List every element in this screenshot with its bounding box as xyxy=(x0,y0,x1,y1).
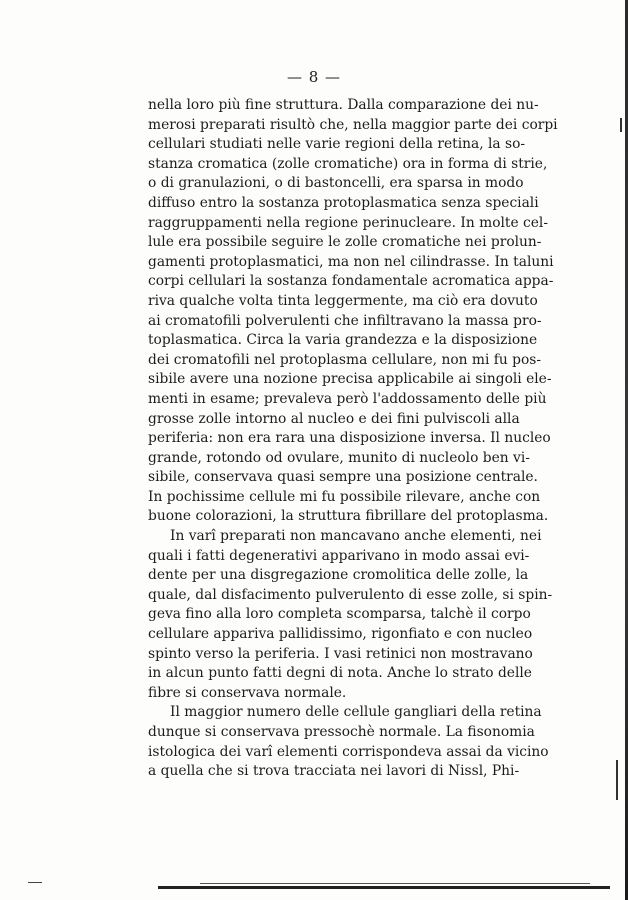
text-line: dei cromatofili nel protoplasma cellulare, non mi fu pos- xyxy=(148,351,542,368)
text-line: dente per una disgregazione cromolitica delle zolle, la xyxy=(148,567,529,584)
text-line: fibre si conservava normale. xyxy=(148,684,347,701)
text-line: riva qualche volta tinta leggermente, ma ciò era dovuto xyxy=(148,292,538,309)
scan-corner-mark xyxy=(28,882,42,883)
text-line: stanza cromatica (zolle cromatiche) ora in forma di strie, xyxy=(148,155,548,172)
text-line: Il maggior numero delle cellule gangliari della retina xyxy=(170,704,542,721)
text-line: spinto verso la periferia. I vasi retinici non mostravano xyxy=(148,645,533,662)
text-line: in alcun punto fatti degni di nota. Anche lo strato delle xyxy=(148,665,532,682)
text-line: sibile, conservava quasi sempre una posizione centrale. xyxy=(148,469,538,486)
text-line: diffuso entro la sostanza protoplasmatica senza speciali xyxy=(148,194,539,211)
text-line: sibile avere una nozione precisa applicabile ai singoli ele- xyxy=(148,371,552,388)
text-line: dunque si conservava pressochè normale. La fisonomia xyxy=(148,724,535,740)
text-line: merosi preparati risultò che, nella maggior parte dei corpi xyxy=(148,116,558,133)
text-line: nella loro più fine struttura. Dalla comparazione dei nu- xyxy=(148,97,539,113)
page-number: — 8 — xyxy=(286,68,342,86)
text-line: In pochissime cellule mi fu possibile rilevare, anche con xyxy=(148,488,541,505)
text-line: corpi cellulari la sostanza fondamentale acromatica appa- xyxy=(148,273,554,290)
scan-edge-mark xyxy=(620,118,622,132)
text-line: lule era possibile seguire le zolle cromatiche nei prolun- xyxy=(148,234,542,251)
text-line: grosse zolle intorno al nucleo e dei fini pulviscoli alla xyxy=(148,410,520,427)
text-line: raggruppamenti nella regione perinucleare. In molte cel- xyxy=(148,214,548,231)
text-line: ai cromatofili polverulenti che infiltravano la massa pro- xyxy=(148,312,542,329)
text-line: quali i fatti degenerativi apparivano in modo assai evi- xyxy=(148,547,530,564)
text-line: periferia: non era rara una disposizione inversa. Il nucleo xyxy=(148,430,551,447)
text-line: In varî preparati non mancavano anche elementi, nei xyxy=(170,528,542,545)
scan-bottom-line xyxy=(200,883,590,884)
text-line: cellulari studiati nelle varie regioni della retina, la so- xyxy=(148,136,526,153)
text-line: grande, rotondo od ovulare, munito di nucleolo ben vi- xyxy=(148,449,530,466)
text-line: cellulare appariva pallidissimo, rigonfiato e con nucleo xyxy=(148,626,533,643)
text-line: istologica dei varî elementi corrispondeva assai da vicino xyxy=(148,743,549,760)
text-line: menti in esame; prevaleva però l'addossamento delle più xyxy=(148,390,547,407)
text-line: o di granulazioni, o di bastoncelli, era sparsa in modo xyxy=(148,175,524,192)
text-line: toplasmatica. Circa la varia grandezza e la disposizione xyxy=(148,332,538,349)
scan-edge-mark xyxy=(616,760,618,800)
text-line: geva fino alla loro completa scomparsa, talchè il corpo xyxy=(148,606,531,623)
text-line: gamenti protoplasmatici, ma non nel cilindrasse. In taluni xyxy=(148,253,554,270)
text-line: buone colorazioni, la struttura fibrillare del protoplasma. xyxy=(148,508,549,525)
body-text xyxy=(148,96,558,782)
text-line: a quella che si trova tracciata nei lavori di Nissl, Phi- xyxy=(148,763,520,780)
text-line: quale, dal disfacimento pulverulento di esse zolle, si spin- xyxy=(148,586,553,603)
scan-bottom-edge xyxy=(158,886,610,889)
